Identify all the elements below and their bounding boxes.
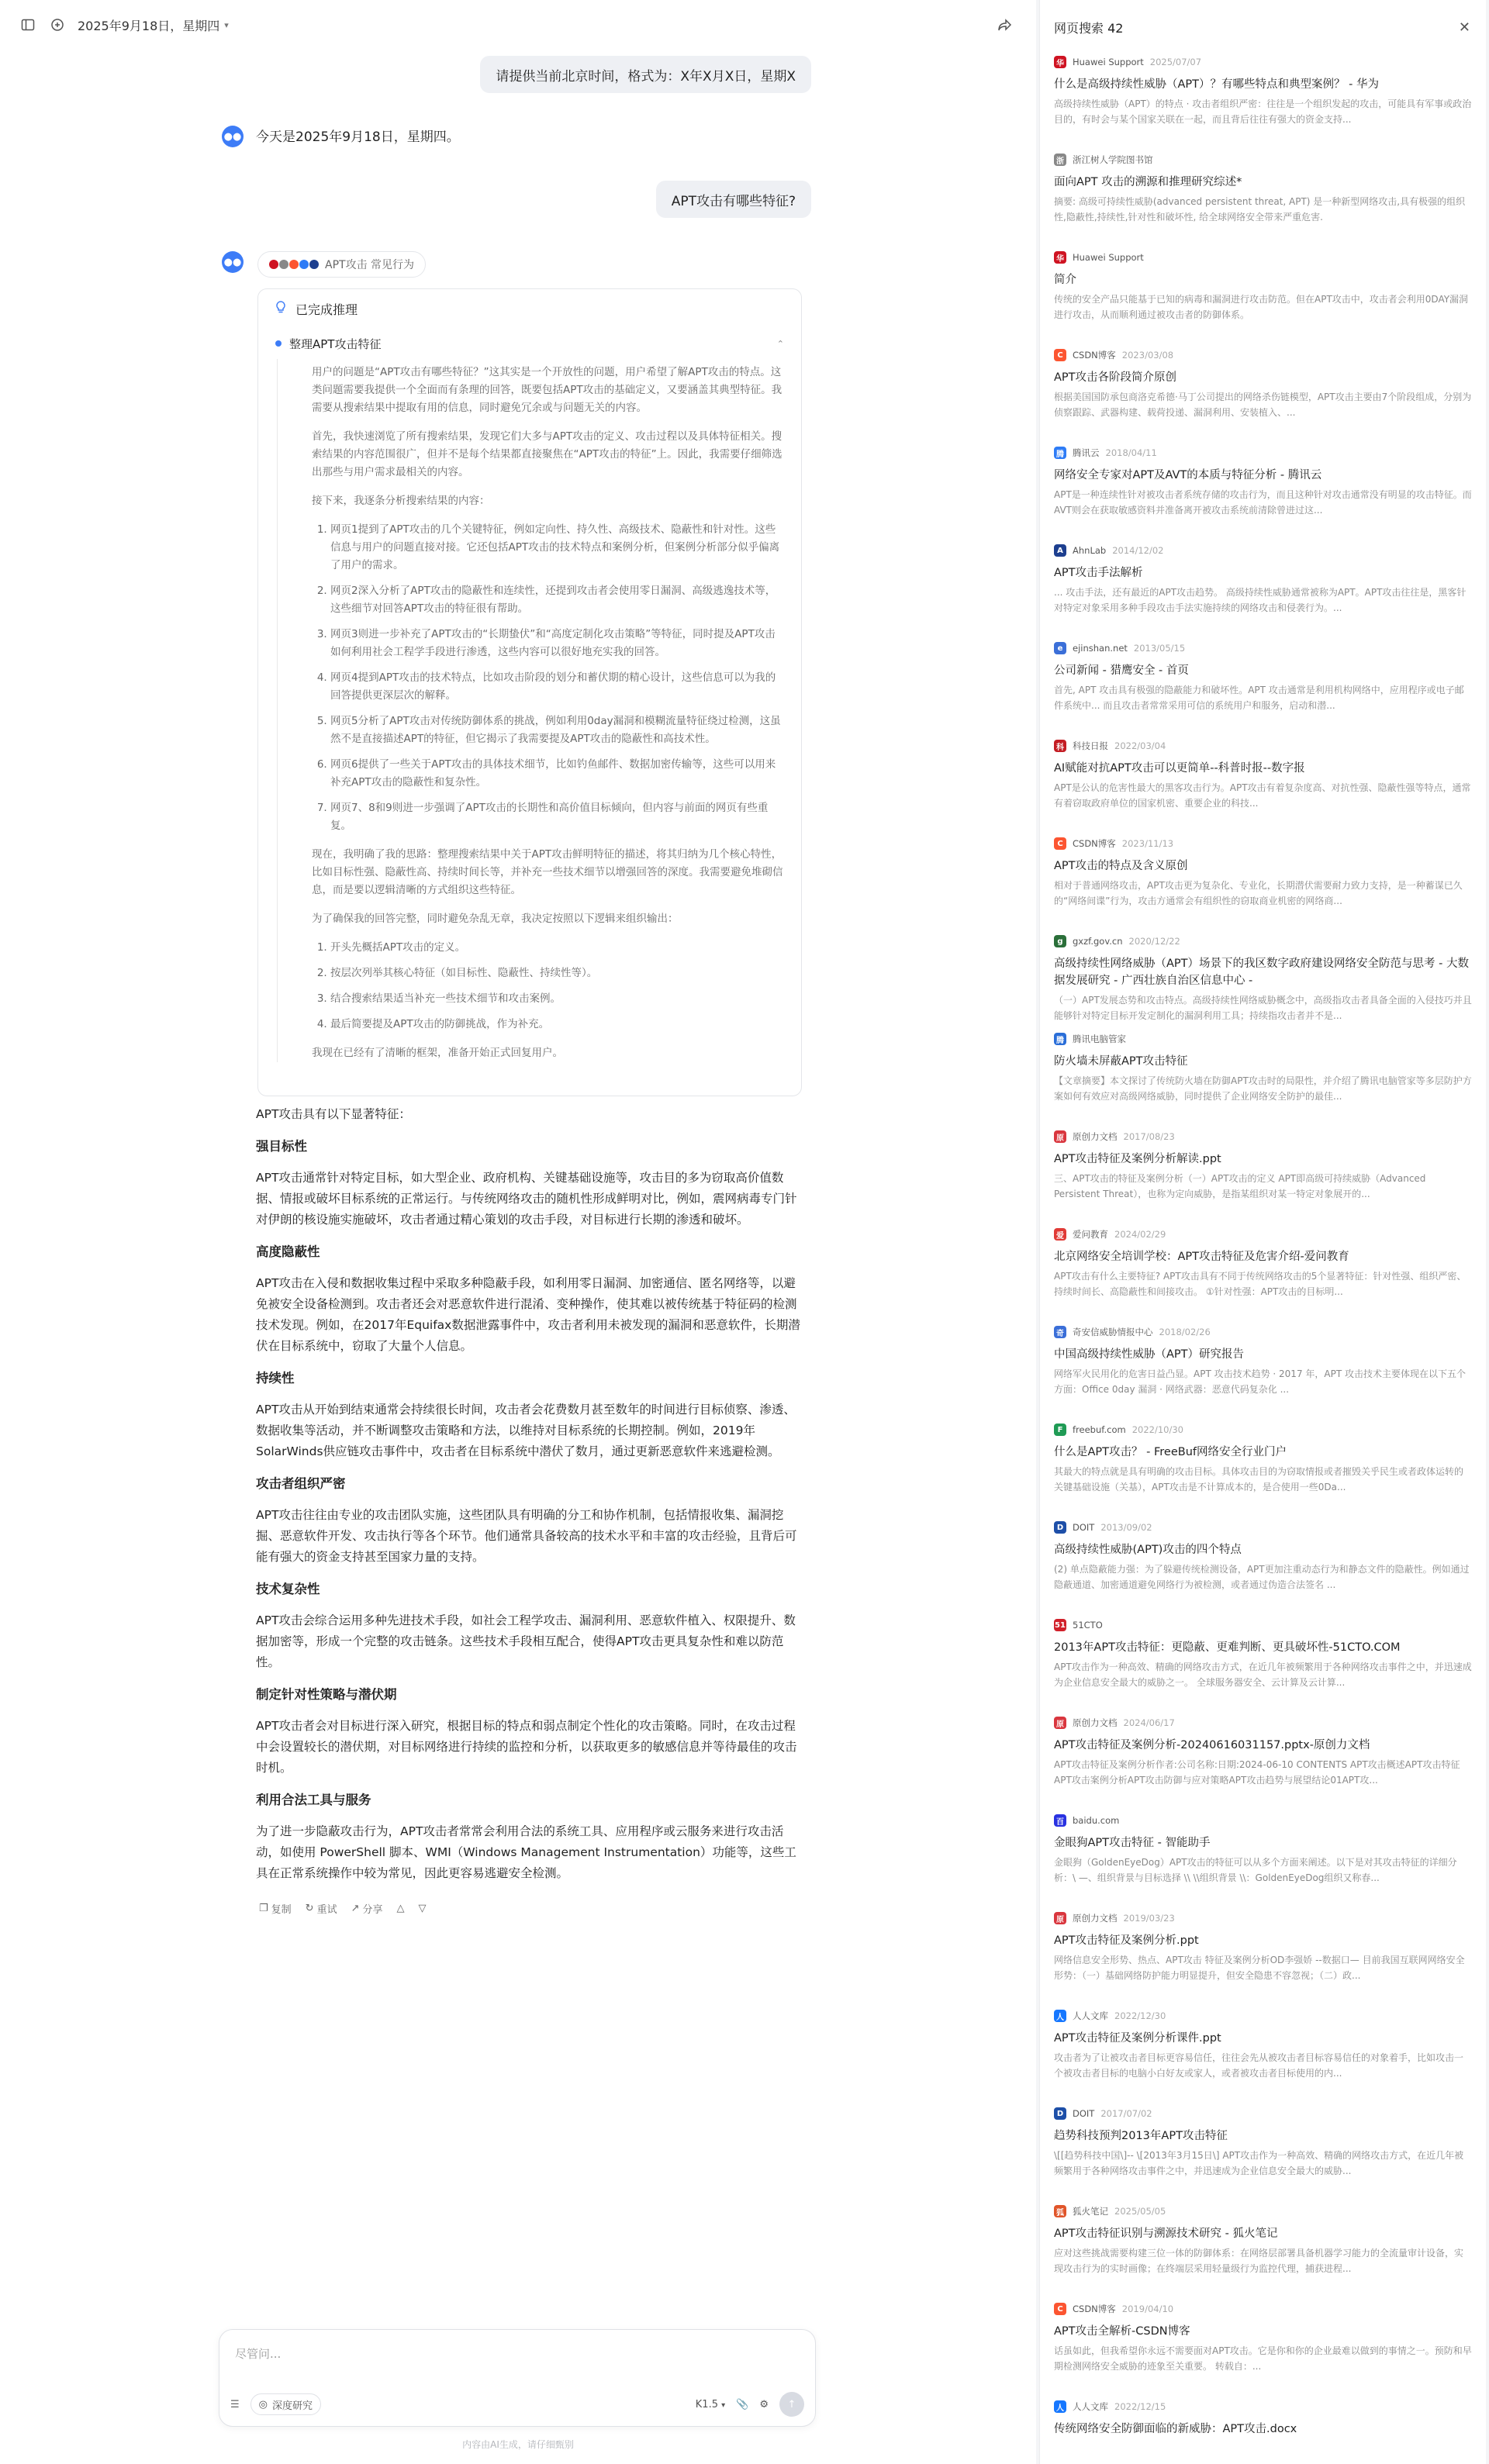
chevron-up-icon[interactable]: ⌃: [776, 338, 784, 349]
result-title[interactable]: APT攻击特征识别与溯源技术研究 - 狐火笔记: [1054, 2228, 1278, 2240]
site-favicon-icon: 科: [1054, 740, 1066, 752]
copy-icon: ❐: [259, 1903, 268, 1914]
search-result-item[interactable]: [1040, 347, 1486, 445]
result-source: 腾讯电脑管家: [1073, 1034, 1126, 1044]
site-favicon-icon: D: [1054, 2107, 1066, 2120]
chevron-down-icon: ▾: [224, 19, 229, 30]
result-title[interactable]: APT攻击特征及案例分析课件.ppt: [1054, 2032, 1221, 2045]
result-snippet: APT攻击有什么主要特征? APT攻击具有不同于传统网络攻击的5个显著特征：针对性强、组织严密、持续时间长、高隐蔽性和间接攻击。 ①针对性强：APT攻击的目标明...: [1054, 1271, 1467, 1297]
section-text: APT攻击会综合运用多种先进技术手段，如社会工程学攻击、漏洞利用、恶意软件植入、权限提升、数据加密等，形成一个完整的攻击链条。这些技术手段相互配合，使得APT攻击更具复杂性和难以防范性。: [256, 1613, 796, 1669]
reasoning-panel: [257, 288, 802, 1096]
result-title[interactable]: 北京网络安全培训学校：APT攻击特征及危害介绍-爱问教育: [1054, 1251, 1349, 1263]
chevron-down-icon: ▾: [721, 2400, 726, 2410]
reasoning-paragraph: 为了确保我的回答完整，同时避免杂乱无章，我决定按照以下逻辑来组织输出：: [312, 913, 679, 925]
user-message: [656, 181, 811, 218]
result-meta: [1054, 2301, 1472, 2317]
result-date: 2013/09/02: [1100, 1522, 1152, 1533]
result-date: 2023/03/08: [1121, 350, 1174, 361]
result-snippet: 话虽如此，但我希望你永远不需要面对APT攻击。它是你和你的企业最难以做到的事情之一。预防和早期检测网络安全威胁的迹象至关重要。 转载自：...: [1054, 2345, 1472, 2372]
thumbs-up-button[interactable]: [397, 1903, 405, 1914]
search-result-item[interactable]: [1040, 1324, 1486, 1422]
result-meta: [1054, 1910, 1472, 1926]
section-heading: 持续性: [256, 1371, 295, 1386]
result-meta: [1054, 543, 1472, 558]
result-meta: [1054, 1520, 1472, 1535]
share-button[interactable]: [351, 1901, 383, 1916]
site-favicon-icon: 人: [1054, 2010, 1066, 2022]
disclaimer-text: 内容由AI生成，请仔细甄别: [462, 2439, 574, 2450]
search-result-item[interactable]: [1040, 1910, 1486, 2008]
site-favicon-icon: 原: [1054, 1912, 1066, 1924]
result-meta: [1054, 250, 1472, 265]
result-snippet: 应对这些挑战需要构建三位一体的防御体系：在网络层部署具备机器学习能力的全流量审计设备，实现攻击行为的实时画像；在终端层采用轻量级行为监控代理，捕获进程...: [1054, 2248, 1464, 2274]
reasoning-list-item: 4. 网页4提到APT攻击的技术特点，比如攻击阶段的划分和蓄伏期的精心设计，这些信息可以为我的回答提供更深层次的解释。: [330, 669, 784, 705]
reasoning-list-item: 1. 开头先概括APT攻击的定义。: [330, 939, 784, 957]
site-favicon-icon: 原: [1054, 1130, 1066, 1143]
result-source: CSDN博客: [1073, 838, 1116, 849]
result-date: 2018/04/11: [1105, 447, 1157, 458]
result-date: 2022/10/30: [1131, 1424, 1183, 1435]
result-title[interactable]: APT攻击手法解析: [1054, 567, 1143, 579]
site-favicon-icon: g: [1054, 935, 1066, 947]
result-date: 2022/12/30: [1114, 2010, 1166, 2021]
result-source: CSDN博客: [1073, 2304, 1116, 2314]
search-result-item[interactable]: [1040, 1520, 1486, 1617]
deep-research-button[interactable]: [250, 2393, 321, 2415]
result-title[interactable]: 简介: [1054, 274, 1076, 286]
result-title[interactable]: AI赋能对抗APT攻击可以更简单--科普时报--数字报: [1054, 762, 1305, 775]
research-icon: ◎: [258, 2398, 268, 2411]
site-favicon-icon: 腾: [1054, 447, 1066, 459]
result-title[interactable]: 什么是高级持续性威胁（APT）？有哪些特点和典型案例？ - 华为: [1054, 78, 1379, 91]
site-favicon-icon: A: [1054, 544, 1066, 557]
search-result-item[interactable]: [1040, 152, 1486, 250]
search-result-item[interactable]: [1040, 1227, 1486, 1324]
step-dot-icon: [275, 340, 282, 347]
section-heading: 强目标性: [256, 1139, 307, 1154]
result-meta: [1054, 2203, 1472, 2219]
reasoning-step[interactable]: [258, 328, 801, 359]
result-snippet: ... 攻击手法，还有最近的APT攻击趋势。 高级持续性威胁通常被称为APT。APT攻击往往是，黑客针对特定对象采用多种手段攻击手法实施持续的网络攻击和侵袭行为。...: [1054, 587, 1467, 613]
reasoning-list-item: 3. 结合搜索结果适当补充一些技术细节和攻击案例。: [330, 990, 784, 1008]
result-source: 狐火笔记: [1073, 2206, 1108, 2217]
reasoning-list-item: 5. 网页5分析了APT攻击对传统防御体系的挑战，例如利用0day漏洞和模糊流量特征绕过检测，这虽然不是直接描述APT的特征，但它揭示了我需要提及APT攻击的隐蔽性和高技术性。: [330, 713, 784, 748]
reasoning-list-item: 4. 最后简要提及APT攻击的防御挑战，作为补充。: [330, 1016, 784, 1034]
share-label: 分享: [362, 1904, 383, 1916]
assistant-avatar: ●●: [222, 126, 244, 147]
assistant-avatar: ●●: [222, 251, 244, 273]
search-result-item[interactable]: [1040, 54, 1486, 152]
result-meta: [1054, 836, 1472, 851]
chat-input-box[interactable]: [219, 2329, 816, 2427]
chat-title-text: 2025年9月18日，星期四: [78, 18, 220, 33]
lightbulb-icon: [274, 300, 288, 317]
search-result-item[interactable]: [1040, 543, 1486, 640]
refresh-icon: ↻: [305, 1903, 314, 1914]
result-source: ejinshan.net: [1073, 643, 1128, 654]
result-title[interactable]: APT攻击各阶段简介原创: [1054, 371, 1177, 384]
close-icon[interactable]: ✕: [1458, 19, 1470, 36]
reasoning-paragraph: 接下来，我逐条分析搜索结果的内容：: [312, 495, 490, 507]
result-snippet: (2) 单点隐蔽能力强：为了躲避传统检测设备，APT更加注重动态行为和静态文件的隐蔽性。例如通过隐蔽通道、加密通道避免网络行为被检测，或者通过伪造合法签名 ...: [1054, 1564, 1470, 1590]
sidebar-toggle-icon[interactable]: [19, 16, 37, 34]
result-snippet: 其最大的特点就是具有明确的攻击目标。具体攻击目的为窃取情报或者摧毁关乎民生或者政体运转的关键基础设施（关基），APT攻击是不计算成本的，是合使用一些0Da...: [1054, 1466, 1464, 1493]
site-favicon-icon: 腾: [1054, 1033, 1066, 1045]
result-snippet: 网络信息安全形势、热点、APT攻击 特征及案例分析OD李强娇 --数据口— 目前我国互联网网络安全形势：（一）基础网络防护能力明显提升，但安全隐患不容忽视；（二）政...: [1054, 1955, 1465, 1981]
share-small-icon: ↗: [351, 1903, 360, 1914]
result-title[interactable]: 什么是APT攻击？ - FreeBuf网络安全行业门户: [1054, 1446, 1287, 1458]
reasoning-list-item: 1. 网页1提到了APT攻击的几个关键特征，例如定向性、持久性、高级技术、隐蔽性和针对性。这些信息与用户的问题直接对接。它还包括APT攻击的技术特点和案例分析，但案例分析部分似乎偏离了用户的需求。: [330, 521, 784, 575]
result-date: 2022/03/04: [1114, 740, 1166, 751]
search-results-list: [1040, 54, 1486, 2464]
thumbs-down-icon: ▽: [418, 1903, 427, 1914]
tools-icon[interactable]: ☰: [230, 2398, 240, 2411]
result-snippet: \[[趋势科技中国\]-- \[2013年3月15日\] APT攻击作为一种高效、精确的网络攻击方式，在近几年被频繁用于各种网络攻击事件之中，并迅速成为企业信息安全最大的威胁...: [1054, 2150, 1464, 2176]
search-result-item[interactable]: [1040, 1813, 1486, 1910]
result-meta: [1054, 1422, 1472, 1437]
result-source: 浙江树人学院图书馆: [1073, 154, 1153, 165]
result-title[interactable]: 面向APT 攻击的溯源和推理研究综述*: [1054, 176, 1242, 188]
result-source: 原创力文档: [1073, 1717, 1118, 1728]
reasoning-list-item: 2. 按层次列举其核心特征（如目标性、隐蔽性、持续性等）。: [330, 965, 784, 982]
assistant-answer: [256, 1104, 803, 1895]
result-snippet: 首先, APT 攻击具有极强的隐蔽能力和破坏性。APT 攻击通常是利用机构网络中，应用程序或电子邮件系统中... 而且攻击者常常采用可信的系统用户和服务，启动和潜...: [1054, 685, 1464, 711]
sources-chip[interactable]: [257, 251, 426, 278]
input-toolbar: [230, 2392, 804, 2417]
result-title[interactable]: 中国高级持续性威胁（APT）研究报告: [1054, 1348, 1245, 1361]
search-result-item[interactable]: [1040, 250, 1486, 347]
assistant-message: 今天是2025年9月18日，星期四。: [256, 129, 460, 145]
reasoning-paragraph: 用户的问题是“APT攻击有哪些特征？”这其实是一个开放性的问题，用户希望了解APT攻击的特点。这类问题需要我提供一个全面而有条理的回答，既要包括APT攻击的基础定义，又要涵盖其典型特征。我需要从搜索结果中提取有用的信息，同时避免冗余或与问题无关的内容。: [312, 366, 783, 414]
result-title[interactable]: 网络安全专家对APT及AVT的本质与特征分析 - 腾讯云: [1054, 469, 1322, 481]
reasoning-step-label: 整理APT攻击特征: [289, 336, 382, 351]
retry-button[interactable]: [306, 1901, 337, 1916]
result-snippet: 攻击者为了让被攻击者目标更容易信任，往往会先从被攻击者目标容易信任的对象着手，比如攻击一个被攻击者目标的电脑小白好友或家人，或者被攻击者目标使用的内...: [1054, 2052, 1464, 2079]
section-heading: 制定针对性策略与潜伏期: [256, 1687, 397, 1702]
result-meta: [1054, 152, 1472, 167]
result-date: 2018/02/26: [1159, 1327, 1211, 1337]
result-snippet: 摘要: 高级可持续性威胁(advanced persistent threat, APT) 是一种新型网络攻击,具有极强的组织性,隐蔽性,持续性,针对性和破坏性, 给全球网络安全带来严重危害.: [1054, 196, 1466, 223]
search-results-panel: [1039, 0, 1486, 2464]
retry-label: 重试: [316, 1904, 337, 1916]
settings-icon[interactable]: ⚙: [759, 2398, 769, 2411]
reasoning-paragraph: 首先，我快速浏览了所有搜索结果，发现它们大多与APT攻击的定义、攻击过程以及具体特征相关。搜索结果的内容范围很广，但并不是每个结果都直接聚焦在“APT攻击的特征”上。因此，我需要仔细筛选出那些与用户需求最相关的内容。: [312, 430, 783, 478]
result-source: DOIT: [1073, 2108, 1095, 2119]
result-date: 2017/07/02: [1100, 2108, 1152, 2119]
result-meta: [1054, 1324, 1472, 1340]
result-snippet: APT是公认的危害性最大的黑客攻击行为。APT攻击有着复杂度高、对抗性强、隐蔽性强等特点，通常有着窃取政府单位的国家机密、重要企业的科技...: [1054, 782, 1471, 809]
result-source: 原创力文档: [1073, 1131, 1118, 1142]
result-date: 2024/02/29: [1114, 1229, 1166, 1240]
site-favicon-icon: C: [1054, 349, 1066, 361]
search-result-item[interactable]: [1040, 1617, 1486, 1715]
site-favicon-icon: 原: [1054, 1717, 1066, 1729]
result-title[interactable]: APT攻击全解析-CSDN博客: [1054, 2325, 1190, 2338]
section-text: APT攻击从开始到结束通常会持续很长时间，攻击者会花费数月甚至数年的时间进行目标侦察、渗透、数据收集等活动，并不断调整攻击策略和方法，以维持对目标系统的长期控制。例如，2019年SolarWinds供应链攻击事件中，攻击者在目标系统中潜伏了数月，通过更新恶意软件来逃避检测。: [256, 1403, 796, 1458]
section-text: 为了进一步隐蔽攻击行为，APT攻击者常常会利用合法的系统工具、应用程序或云服务来进行攻击活动，如使用 PowerShell 脚本、WMI（Windows Management Instrumentation）功能等，这些工具在正常系统操作中较为常见，因此更容易逃避安全检测。: [256, 1824, 796, 1880]
reasoning-list-item: 3. 网页3则进一步补充了APT攻击的“长期蛰伏”和“高度定制化攻击策略”等特征，同时提及APT攻击如何利用社会工程学手段进行渗透，这些内容可以很好地充实我的回答。: [330, 626, 784, 661]
result-date: 2024/06/17: [1123, 1717, 1175, 1728]
user-message-text: APT攻击有哪些特征?: [671, 193, 796, 209]
answer-lead: APT攻击具有以下显著特征：: [256, 1107, 411, 1121]
copy-label: 复制: [271, 1904, 292, 1916]
search-result-item[interactable]: [1040, 2106, 1486, 2203]
result-date: 2017/08/23: [1123, 1131, 1175, 1142]
result-source: 人人文库: [1073, 2010, 1108, 2021]
result-title[interactable]: 传统网络安全防御面临的新威胁：APT攻击.docx: [1054, 2423, 1297, 2435]
result-title[interactable]: 趋势科技预判2013年APT攻击特征: [1054, 2130, 1228, 2142]
result-source: freebuf.com: [1073, 1424, 1126, 1435]
section-text: APT攻击通常针对特定目标，如大型企业、政府机构、关键基础设施等，攻击目的多为窃取高价值数据、情报或破坏目标系统的正常运行。与传统网络攻击的随机性形成鲜明对比，例如，震网病毒专门针对伊朗的核设施实施破坏，攻击者通过精心策划的攻击手段，对目标进行长期的渗透和破坏。: [256, 1171, 797, 1227]
result-meta: [1054, 2008, 1472, 2024]
result-meta: [1054, 2106, 1472, 2121]
deep-research-label: 深度研究: [272, 2400, 313, 2412]
reasoning-body: [277, 359, 801, 1062]
result-meta: [1054, 738, 1472, 754]
share-icon[interactable]: [996, 16, 1014, 34]
site-favicon-icon: D: [1054, 1521, 1066, 1534]
user-message-text: 请提供当前北京时间，格式为：X年X月X日，星期X: [496, 68, 796, 85]
reasoning-list-item: 7. 网页7、8和9则进一步强调了APT攻击的长期性和高价值目标倾向，但内容与前面的网页有些重复。: [330, 799, 784, 835]
site-favicon-icon: 狐: [1054, 2205, 1066, 2217]
top-bar: [0, 0, 1036, 50]
result-snippet: APT是一种连续性针对被攻击者系统存储的攻击行为，而且这种针对攻击通常没有明显的攻击特征。而AVT则会在获取敏感资料并准备离开被攻击系统前清除曾进过这...: [1054, 489, 1472, 516]
reasoning-paragraph: 我现在已经有了清晰的框架，准备开始正式回复用户。: [312, 1047, 563, 1059]
site-favicon-icon: e: [1054, 642, 1066, 654]
chat-title[interactable]: [78, 16, 229, 34]
result-date: 2019/04/10: [1121, 2304, 1174, 2314]
section-heading: 攻击者组织严密: [256, 1476, 346, 1491]
source-favicons: [269, 260, 319, 269]
site-favicon-icon: C: [1054, 2303, 1066, 2315]
result-source: 奇安信威胁情报中心: [1073, 1327, 1153, 1337]
site-favicon-icon: 奇: [1054, 1326, 1066, 1338]
section-heading: 利用合法工具与服务: [256, 1793, 371, 1807]
result-source: 腾讯云: [1073, 447, 1100, 458]
result-snippet: APT攻击特征及案例分析作者:公司名称:日期:2024-06-10 CONTENTS APT攻击概述APT攻击特征APT攻击案例分析APT攻击防御与应对策略APT攻击趋势与展望结论01APT攻...: [1054, 1759, 1460, 1786]
model-selector[interactable]: [696, 2399, 725, 2411]
result-source: DOIT: [1073, 1522, 1095, 1533]
result-source: 51CTO: [1073, 1620, 1103, 1631]
model-label: K1.5: [695, 2398, 718, 2411]
result-snippet: 传统的安全产品只能基于已知的病毒和漏洞进行攻击防范。但在APT攻击中，攻击者会利用0DAY漏洞进行攻击，从而顺利通过被攻击者的防御体系。: [1054, 294, 1469, 320]
reasoning-list-item: 2. 网页2深入分析了APT攻击的隐蔽性和连续性，还提到攻击者会使用零日漏洞、高级逃逸技术等，这些细节对回答APT攻击的特征很有帮助。: [330, 582, 784, 618]
search-result-item[interactable]: [1040, 2399, 1486, 2464]
site-favicon-icon: C: [1054, 837, 1066, 850]
site-favicon-icon: 华: [1054, 56, 1066, 68]
result-title[interactable]: APT攻击的特点及含义原创: [1054, 860, 1188, 872]
search-result-item[interactable]: [1040, 2203, 1486, 2301]
result-meta: [1054, 1031, 1472, 1047]
result-source: gxzf.gov.cn: [1073, 936, 1123, 947]
search-result-item[interactable]: [1040, 933, 1486, 1031]
site-favicon-icon: F: [1054, 1424, 1066, 1436]
result-snippet: 相对于普通网络攻击，APT攻击更为复杂化、专业化，长期潜伏需要耐力致力支持，是一种蓄谋已久的“网络间谍”行为，攻击方通常会有组织性的窃取商业机密的网络商...: [1054, 880, 1463, 906]
reasoning-list-item: 6. 网页6提供了一些关于APT攻击的具体技术细节，比如钓鱼邮件、数据加密传输等，这些可以用来补充APT攻击的隐蔽性和复杂性。: [330, 756, 784, 792]
thumbs-up-icon: △: [396, 1903, 405, 1914]
copy-button[interactable]: [259, 1901, 292, 1916]
result-title[interactable]: APT攻击特征及案例分析.ppt: [1054, 1934, 1199, 1947]
result-meta: [1054, 1617, 1472, 1633]
result-meta: [1054, 640, 1472, 656]
result-source: 爱问教育: [1073, 1229, 1108, 1240]
result-title[interactable]: 2013年APT攻击特征：更隐蔽、更难判断、更具破坏性-51CTO.COM: [1054, 1641, 1401, 1654]
site-favicon-icon: 爱: [1054, 1228, 1066, 1241]
result-snippet: 三、APT攻击的特征及案例分析（一）APT攻击的定义 APT即高级可持续威胁（Advanced Persistent Threat），也称为定向威胁，是指某组织对某一特定对象展开的...: [1054, 1173, 1426, 1199]
section-text: APT攻击在入侵和数据收集过程中采取多种隐蔽手段，如利用零日漏洞、加密通信、匿名网络等，以避免被安全设备检测到。攻击者还会对恶意软件进行混淆、变种操作，使其难以被传统基于特征码的检测技术发现。例如，在2017年Equifax数据泄露事件中，攻击者利用未被发现的漏洞和恶意软件，长期潜伏在目标系统中，窃取了大量个人信息。: [256, 1276, 800, 1353]
result-title[interactable]: 高级持续性网络威胁（APT）场景下的我区数字政府建设网络安全防范与思考 - 大数据发展研究 - 广西壮族自治区信息中心 -: [1054, 958, 1469, 987]
search-result-item[interactable]: [1040, 1715, 1486, 1813]
result-title[interactable]: 防火墙未屏蔽APT攻击特征: [1054, 1055, 1188, 1068]
user-message: [480, 56, 811, 93]
sources-chip-label: APT攻击 常见行为: [325, 259, 415, 271]
result-source: CSDN博客: [1073, 350, 1116, 361]
result-snippet: 网络军火民用化的危害日益凸显。APT 攻击技术趋势 · 2017 年，APT 攻击技术主要体现在以下五个方面：Office 0day 漏洞 · 网络武器：恶意代码复杂化 ...: [1054, 1368, 1466, 1395]
site-favicon-icon: 百: [1054, 1814, 1066, 1827]
search-result-item[interactable]: [1040, 1031, 1486, 1129]
section-text: APT攻击往往由专业的攻击团队实施，这些团队具有明确的分工和协作机制，包括情报收集、漏洞挖掘、恶意软件开发、攻击执行等各个环节。他们通常具备较高的技术水平和丰富的攻击经验，且背后可能有强大的资金支持甚至国家力量的支持。: [256, 1508, 797, 1564]
result-meta: [1054, 1813, 1472, 1828]
result-snippet: （一）APT发展态势和攻击特点。高级持续性网络威胁概念中，高级指攻击者具备全面的入侵技巧并且能够针对特定目标开发定制化的漏洞利用工具；持续指攻击者并不是...: [1054, 995, 1472, 1021]
reasoning-paragraph: 现在，我明确了我的思路：整理搜索结果中关于APT攻击鲜明特征的描述，将其归纳为几个核心特性，比如目标性强、隐蔽性高、持续时间长等，并补充一些技术细节以增强回答的深度。我需要避免堆砌信息，而是要以逻辑清晰的方式组织这些特征。: [312, 848, 783, 896]
search-result-item[interactable]: [1040, 640, 1486, 738]
section-heading: 高度隐蔽性: [256, 1244, 320, 1259]
search-result-item[interactable]: [1040, 2301, 1486, 2399]
result-date: 2014/12/02: [1112, 545, 1164, 556]
search-result-item[interactable]: [1040, 1129, 1486, 1227]
message-actions: [259, 1901, 427, 1916]
thumbs-down-button[interactable]: [419, 1903, 427, 1914]
result-meta: [1054, 2399, 1472, 2414]
site-favicon-icon: 华: [1054, 251, 1066, 264]
section-text: APT攻击者会对目标进行深入研究，根据目标的特点和弱点制定个性化的攻击策略。同时，在攻击过程中会设置较长的潜伏期，对目标网络进行持续的监控和分析，以获取更多的敏感信息并等待最佳的攻击时机。: [256, 1719, 797, 1775]
result-snippet: 高级持续性威胁（APT）的特点 · 攻击者组织严密：往往是一个组织发起的攻击，可能具有军事或政治目的，有时会与某个国家关联在一起，而且背后往往有强大的资金支持...: [1054, 98, 1472, 125]
result-date: 2025/05/05: [1114, 2206, 1166, 2217]
result-snippet: 【文章摘要】本文探讨了传统防火墙在防御APT攻击时的局限性，并介绍了腾讯电脑管家等多层防护方案如何有效应对高级网络威胁，同时提供了企业网络安全防护的最佳...: [1054, 1075, 1472, 1102]
result-date: 2022/12/15: [1114, 2401, 1166, 2412]
result-title[interactable]: 公司新闻 - 猎鹰安全 - 首页: [1054, 664, 1189, 677]
search-result-item[interactable]: [1040, 445, 1486, 543]
search-result-item[interactable]: [1040, 738, 1486, 836]
reasoning-list: [312, 521, 784, 835]
new-chat-icon[interactable]: [48, 16, 67, 34]
site-favicon-icon: 浙: [1054, 154, 1066, 166]
result-date: 2023/11/13: [1121, 838, 1174, 849]
result-source: 人人文库: [1073, 2401, 1108, 2412]
reasoning-status: 已完成推理: [295, 302, 358, 317]
reasoning-list: [312, 939, 784, 1034]
result-date: 2013/05/15: [1133, 643, 1186, 654]
result-title[interactable]: 高级持续性威胁(APT)攻击的四个特点: [1054, 1544, 1242, 1556]
search-panel-header: [1040, 0, 1486, 54]
search-result-item[interactable]: [1040, 1422, 1486, 1520]
search-result-item[interactable]: [1040, 836, 1486, 933]
result-title[interactable]: 金眼狗APT攻击特征 - 智能助手: [1054, 1837, 1211, 1849]
search-result-item[interactable]: [1040, 2008, 1486, 2106]
attach-icon[interactable]: 📎: [736, 2398, 749, 2411]
site-favicon-icon: 51: [1054, 1619, 1066, 1631]
result-meta: [1054, 1129, 1472, 1144]
result-date: 2019/03/23: [1123, 1913, 1175, 1924]
send-button[interactable]: [779, 2392, 804, 2417]
result-snippet: APT攻击作为一种高效、精确的网络攻击方式，在近几年被频繁用于各种网络攻击事件之中，并迅速成为企业信息安全最大的威胁之一。 全球服务器安全、云计算及云计算...: [1054, 1662, 1472, 1688]
chat-input-placeholder[interactable]: 尽管问...: [235, 2347, 282, 2361]
result-source: Huawei Support: [1073, 57, 1144, 67]
result-title[interactable]: APT攻击特征及案例分析解读.ppt: [1054, 1153, 1221, 1165]
result-meta: [1054, 1227, 1472, 1242]
arrow-up-icon: ↑: [787, 2398, 796, 2411]
result-meta: [1054, 347, 1472, 363]
result-meta: [1054, 54, 1472, 70]
result-snippet: 根据美国国防承包商洛克希德·马丁公司提出的网络杀伤链模型，APT攻击主要由7个阶段组成，分别为侦察跟踪、武器构建、载荷投递、漏洞利用、安装植入、...: [1054, 392, 1472, 418]
search-panel-title: 网页搜索 42: [1054, 20, 1124, 36]
result-source: Huawei Support: [1073, 252, 1144, 263]
section-heading: 技术复杂性: [256, 1582, 320, 1596]
result-title[interactable]: APT攻击特征及案例分析-20240616031157.pptx-原创力文档: [1054, 1739, 1370, 1751]
result-source: AhnLab: [1073, 545, 1107, 556]
result-snippet: 金眼狗（GoldenEyeDog）APT攻击的特征可以从多个方面来阐述。以下是对其攻击特征的详细分析：\ —、组织背景与目标选择 \\ \\组织背景 \\：GoldenEyeDog组织又称春...: [1054, 1857, 1457, 1883]
result-meta: [1054, 933, 1472, 949]
reasoning-header[interactable]: [258, 289, 801, 328]
result-source: 科技日报: [1073, 740, 1108, 751]
result-source: baidu.com: [1073, 1815, 1120, 1826]
result-source: 原创力文档: [1073, 1913, 1118, 1924]
result-meta: [1054, 445, 1472, 461]
site-favicon-icon: 人: [1054, 2400, 1066, 2413]
result-date: 2020/12/22: [1128, 936, 1180, 947]
result-date: 2025/07/07: [1149, 57, 1202, 67]
result-meta: [1054, 1715, 1472, 1731]
